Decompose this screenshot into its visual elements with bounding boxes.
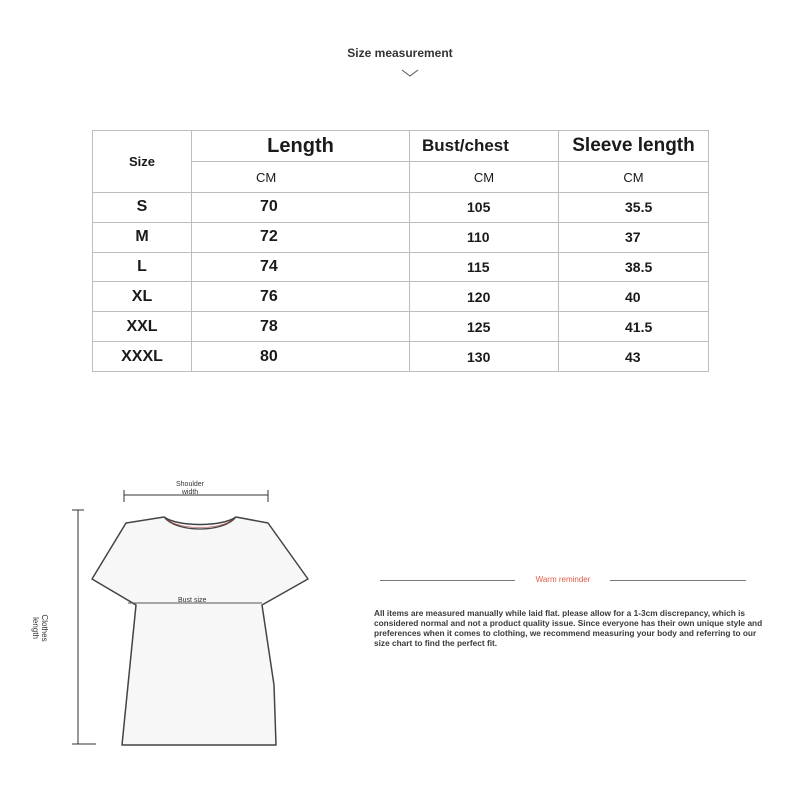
cell-size: L [93, 252, 192, 282]
tshirt-diagram [70, 475, 370, 765]
cell-sleeve: 43 [559, 342, 709, 372]
cell-size: S [93, 193, 192, 223]
cell-bust: 115 [410, 252, 559, 282]
cell-length: 76 [192, 282, 410, 312]
cell-sleeve: 41.5 [559, 312, 709, 342]
divider [610, 580, 746, 581]
cell-sleeve: 37 [559, 222, 709, 252]
warm-reminder-title: Warm reminder [535, 575, 591, 584]
cell-size: XXL [93, 312, 192, 342]
cell-bust: 105 [410, 193, 559, 223]
cell-length: 72 [192, 222, 410, 252]
cell-size: XL [93, 282, 192, 312]
divider [380, 580, 515, 581]
table-row [93, 252, 709, 282]
warm-reminder-text: All items are measured manually while laid flat. please allow for a 1-3cm discrepancy, which is considered normal and not a product quality issue. Since everyone has their own unique style and preferences when it comes to clothing, we recommend measuring your body and referring to our size chart to find the perfect fit. [374, 608, 763, 648]
table-row [93, 312, 709, 342]
cell-bust: 110 [410, 222, 559, 252]
cell-length: 70 [192, 193, 410, 223]
header-sleeve: Sleeve length [559, 131, 709, 162]
unit-length: CM [256, 169, 277, 185]
table-row [93, 193, 709, 223]
table-row [93, 222, 709, 252]
shoulder-width-label: Shoulder width [176, 481, 205, 496]
chevron-down-icon [400, 68, 420, 78]
table-row [93, 342, 709, 372]
unit-sleeve: CM [559, 162, 709, 193]
cell-size: M [93, 222, 192, 252]
unit-bust: CM [410, 162, 559, 193]
cell-length: 78 [192, 312, 410, 342]
bust-size-label: Bust size [178, 597, 207, 604]
header-length: Length [192, 131, 410, 162]
cell-bust: 120 [410, 282, 559, 312]
clothes-length-label: Clothes length [31, 614, 49, 642]
table-row [93, 282, 709, 312]
tshirt-outline [92, 517, 308, 745]
size-chart-table [92, 130, 709, 372]
cell-length: 74 [192, 252, 410, 282]
header-size: Size [93, 131, 192, 193]
cell-bust: 130 [410, 342, 559, 372]
cell-sleeve: 40 [559, 282, 709, 312]
cell-sleeve: 38.5 [559, 252, 709, 282]
cell-size: XXXL [93, 342, 192, 372]
clothes-length-marker [72, 510, 96, 744]
page-title: Size measurement [347, 46, 453, 60]
cell-bust: 125 [410, 312, 559, 342]
table-header-row [93, 131, 709, 162]
cell-sleeve: 35.5 [559, 193, 709, 223]
cell-length: 80 [192, 342, 410, 372]
header-bust: Bust/chest [410, 131, 559, 162]
